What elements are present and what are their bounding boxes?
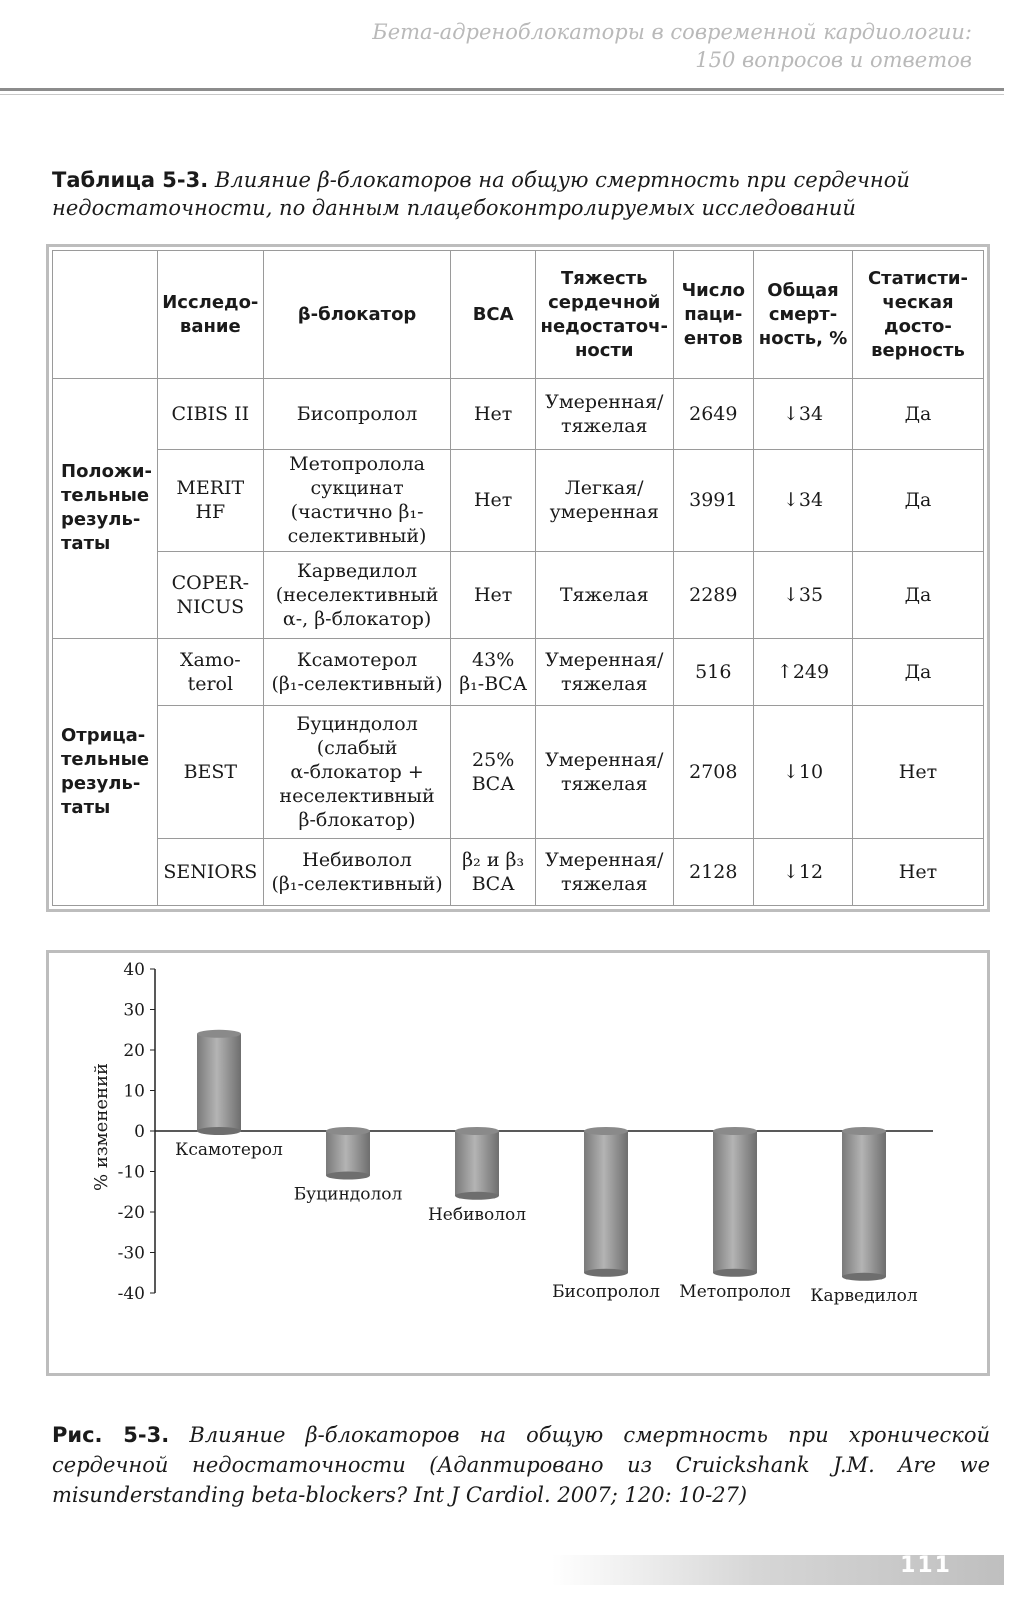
cell-severity: Легкая/ умеренная — [535, 449, 673, 551]
bar-cap — [842, 1127, 886, 1135]
header-rule-thin — [0, 94, 1004, 95]
trials-table — [52, 250, 984, 906]
table-row — [53, 638, 984, 705]
figure-caption-lead: Рис. 5-3. — [52, 1423, 170, 1447]
cell-isa: Нет — [451, 551, 536, 638]
header-corner — [53, 251, 158, 379]
cell-study: BEST — [157, 705, 263, 839]
cell-beta-blocker: Метопролола сукцинат (частично β₁- селективный) — [263, 449, 450, 551]
cell-patients: 2708 — [673, 705, 754, 839]
cell-severity: Умеренная/ тяжелая — [535, 839, 673, 906]
cell-severity: Умеренная/ тяжелая — [535, 705, 673, 839]
cell-mortality: ↓34 — [754, 379, 853, 450]
cell-significance: Нет — [852, 705, 983, 839]
header-mortality: Общая смерт- ность, % — [754, 251, 853, 379]
bar-cap — [326, 1127, 370, 1135]
cell-patients: 3991 — [673, 449, 754, 551]
y-tick-label: 30 — [123, 1000, 145, 1021]
cell-beta-blocker: Бисопролол — [263, 379, 450, 450]
bar-base — [713, 1269, 757, 1277]
cell-mortality: ↑249 — [754, 638, 853, 705]
cell-study: MERIT HF — [157, 449, 263, 551]
bar-cap — [197, 1030, 241, 1038]
table-caption — [52, 166, 982, 222]
header-severity: Тяжесть сердечной недостаточ- ности — [535, 251, 673, 379]
bar-base — [455, 1192, 499, 1200]
cell-significance: Да — [852, 551, 983, 638]
y-tick-label: 20 — [123, 1041, 145, 1061]
cell-severity: Тяжелая — [535, 551, 673, 638]
header-significance: Статисти- ческая досто- верность — [852, 251, 983, 379]
cell-beta-blocker: Ксамотерол (β₁-селективный) — [263, 638, 450, 705]
cell-isa: 43% β₁-ВСА — [451, 638, 536, 705]
cell-isa: Нет — [451, 379, 536, 450]
bar-label: Небиволол — [427, 1204, 527, 1225]
bar — [842, 1131, 886, 1277]
cell-isa: 25% ВСА — [451, 705, 536, 839]
chart-frame — [46, 950, 990, 1376]
y-tick-label: 10 — [123, 1081, 145, 1102]
header-isa: ВСА — [451, 251, 536, 379]
bar-cap — [713, 1127, 757, 1135]
cell-study: Xamo- terol — [157, 638, 263, 705]
table-row — [53, 449, 984, 551]
cell-patients: 2128 — [673, 839, 754, 906]
running-header — [372, 18, 972, 74]
bar — [197, 1034, 241, 1131]
group-positive: Положи- тельные резуль- таты — [53, 379, 158, 639]
cell-significance: Нет — [852, 839, 983, 906]
table-header-row — [53, 251, 984, 379]
table-row — [53, 551, 984, 638]
header-rule — [0, 88, 1004, 91]
cell-significance: Да — [852, 379, 983, 450]
header-study: Исследо- вание — [157, 251, 263, 379]
figure-caption — [52, 1420, 990, 1510]
cell-beta-blocker: Буциндолол (слабый α-блокатор + неселективный β-блокатор) — [263, 705, 450, 839]
y-tick-label: 40 — [123, 960, 145, 980]
bar — [584, 1131, 628, 1273]
table-frame — [46, 244, 990, 912]
bar-base — [584, 1269, 628, 1277]
cell-patients: 516 — [673, 638, 754, 705]
bar — [326, 1131, 370, 1176]
y-tick-label: 0 — [134, 1122, 145, 1142]
bar-label: Карведилол — [810, 1285, 918, 1306]
cell-study: CIBIS II — [157, 379, 263, 450]
header-beta-blocker: β-блокатор — [263, 251, 450, 379]
table-caption-lead: Таблица 5-3. — [52, 168, 209, 192]
bar-label: Ксамотерол — [175, 1140, 283, 1160]
cell-study: COPER- NICUS — [157, 551, 263, 638]
header-patients: Число паци- ентов — [673, 251, 754, 379]
bar-base — [326, 1172, 370, 1180]
running-header-line1: Бета-адреноблокаторы в современной кардиологии: — [372, 20, 972, 44]
table-row — [53, 379, 984, 450]
table-body — [53, 379, 984, 906]
y-tick-label: -20 — [117, 1203, 145, 1223]
y-tick-label: -10 — [117, 1162, 145, 1183]
cell-patients: 2649 — [673, 379, 754, 450]
table-row — [53, 705, 984, 839]
cell-patients: 2289 — [673, 551, 754, 638]
page-number: 111 — [900, 1553, 952, 1578]
cell-significance: Да — [852, 449, 983, 551]
bar — [713, 1131, 757, 1273]
cell-mortality: ↓34 — [754, 449, 853, 551]
bar — [455, 1131, 499, 1196]
y-axis-title: % изменений — [91, 1063, 112, 1191]
cell-severity: Умеренная/ тяжелая — [535, 638, 673, 705]
bar-cap — [584, 1127, 628, 1135]
cell-isa: Нет — [451, 449, 536, 551]
mortality-bar-chart — [49, 953, 987, 1373]
cell-beta-blocker: Небиволол (β₁-селективный) — [263, 839, 450, 906]
running-header-line2: 150 вопросов и ответов — [695, 48, 972, 72]
cell-mortality: ↓12 — [754, 839, 853, 906]
bar-cap — [455, 1127, 499, 1135]
cell-beta-blocker: Карведилол (неселективный α-, β-блокатор) — [263, 551, 450, 638]
cell-study: SENIORS — [157, 839, 263, 906]
bar-label: Бисопролол — [552, 1281, 660, 1302]
table-caption-text: Влияние β-блокаторов на общую смертность при сердечной недостаточности, по данным плацебоконтролируемых исследований — [52, 168, 910, 220]
bar-base — [842, 1273, 886, 1281]
cell-isa: β₂ и β₃ ВСА — [451, 839, 536, 906]
group-negative: Отрица- тельные резуль- таты — [53, 638, 158, 905]
bar-label: Буциндолол — [293, 1184, 403, 1205]
cell-significance: Да — [852, 638, 983, 705]
y-tick-label: -30 — [117, 1243, 145, 1264]
bar-label: Метопролол — [679, 1281, 791, 1302]
cell-mortality: ↓10 — [754, 705, 853, 839]
table-row — [53, 839, 984, 906]
cell-mortality: ↓35 — [754, 551, 853, 638]
bar-base — [197, 1127, 241, 1135]
figure-caption-text: Влияние β-блокаторов на общую смертность при хронической сердечной недостаточности (Адаптировано из Cruickshank J.M. Are we misunderstanding beta-blockers? Int J Cardiol. 2007; 120: 10-27) — [52, 1423, 990, 1507]
y-tick-label: -40 — [117, 1284, 145, 1304]
cell-severity: Умеренная/ тяжелая — [535, 379, 673, 450]
